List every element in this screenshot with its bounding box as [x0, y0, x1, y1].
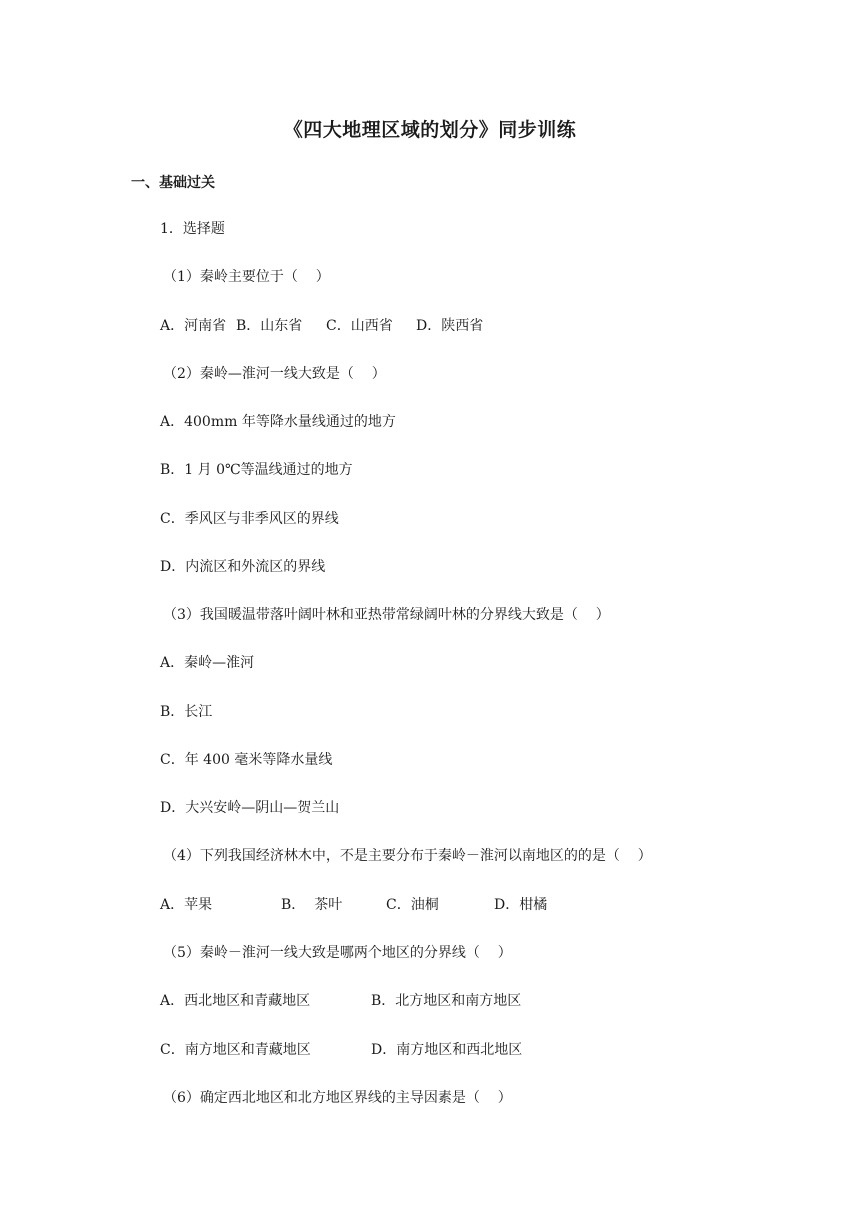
- option-a: A．苹果: [160, 897, 213, 913]
- option-a: A．河南省: [160, 318, 227, 334]
- question-3-option-c: C．年 400 毫米等降水量线: [160, 752, 333, 768]
- option-b: B．山东省: [236, 318, 303, 334]
- question-2-option-b: B．1 月 0℃等温线通过的地方: [160, 462, 353, 478]
- document-title: 《四大地理区域的划分》同步训练: [283, 119, 577, 141]
- question-1-stem: （1）秦岭主要位于（ ）: [163, 269, 330, 285]
- option-c: C．南方地区和青藏地区: [160, 1042, 311, 1058]
- question-6-stem: （6）确定西北地区和北方地区界线的主导因素是（ ）: [163, 1090, 512, 1106]
- part-heading: 1．选择题: [160, 221, 225, 237]
- option-b: B．北方地区和南方地区: [371, 993, 522, 1009]
- question-5-stem: （5）秦岭－淮河一线大致是哪两个地区的分界线（ ）: [163, 945, 512, 961]
- option-b: B． 茶叶: [281, 897, 343, 913]
- question-1-options: [160, 316, 580, 336]
- option-d: D．陕西省: [416, 318, 484, 334]
- option-c: C．油桐: [386, 897, 439, 913]
- question-2-stem: （2）秦岭—淮河一线大致是（ ）: [163, 366, 386, 382]
- question-2-option-c: C．季风区与非季风区的界线: [160, 511, 339, 527]
- question-3-option-b: B．长江: [160, 704, 213, 720]
- question-3-option-d: D．大兴安岭—阴山—贺兰山: [160, 800, 340, 816]
- question-5-options-row-1: [160, 991, 580, 1011]
- question-3-option-a: A．秦岭—淮河: [160, 655, 255, 671]
- question-2-option-a: A．400mm 年等降水量线通过的地方: [160, 414, 396, 430]
- option-c: C．山西省: [326, 318, 393, 334]
- section-heading: 一、基础过关: [131, 175, 215, 191]
- question-5-options-row-2: [160, 1040, 580, 1060]
- question-4-stem: （4）下列我国经济林木中，不是主要分布于秦岭－淮河以南地区的的是（ ）: [163, 848, 652, 864]
- option-d: D．柑橘: [494, 897, 548, 913]
- question-3-stem: （3）我国暖温带落叶阔叶林和亚热带常绿阔叶林的分界线大致是（ ）: [163, 607, 610, 623]
- option-d: D．南方地区和西北地区: [371, 1042, 523, 1058]
- question-2-option-d: D．内流区和外流区的界线: [160, 559, 326, 575]
- option-a: A．西北地区和青藏地区: [160, 993, 311, 1009]
- question-4-options: [160, 895, 580, 915]
